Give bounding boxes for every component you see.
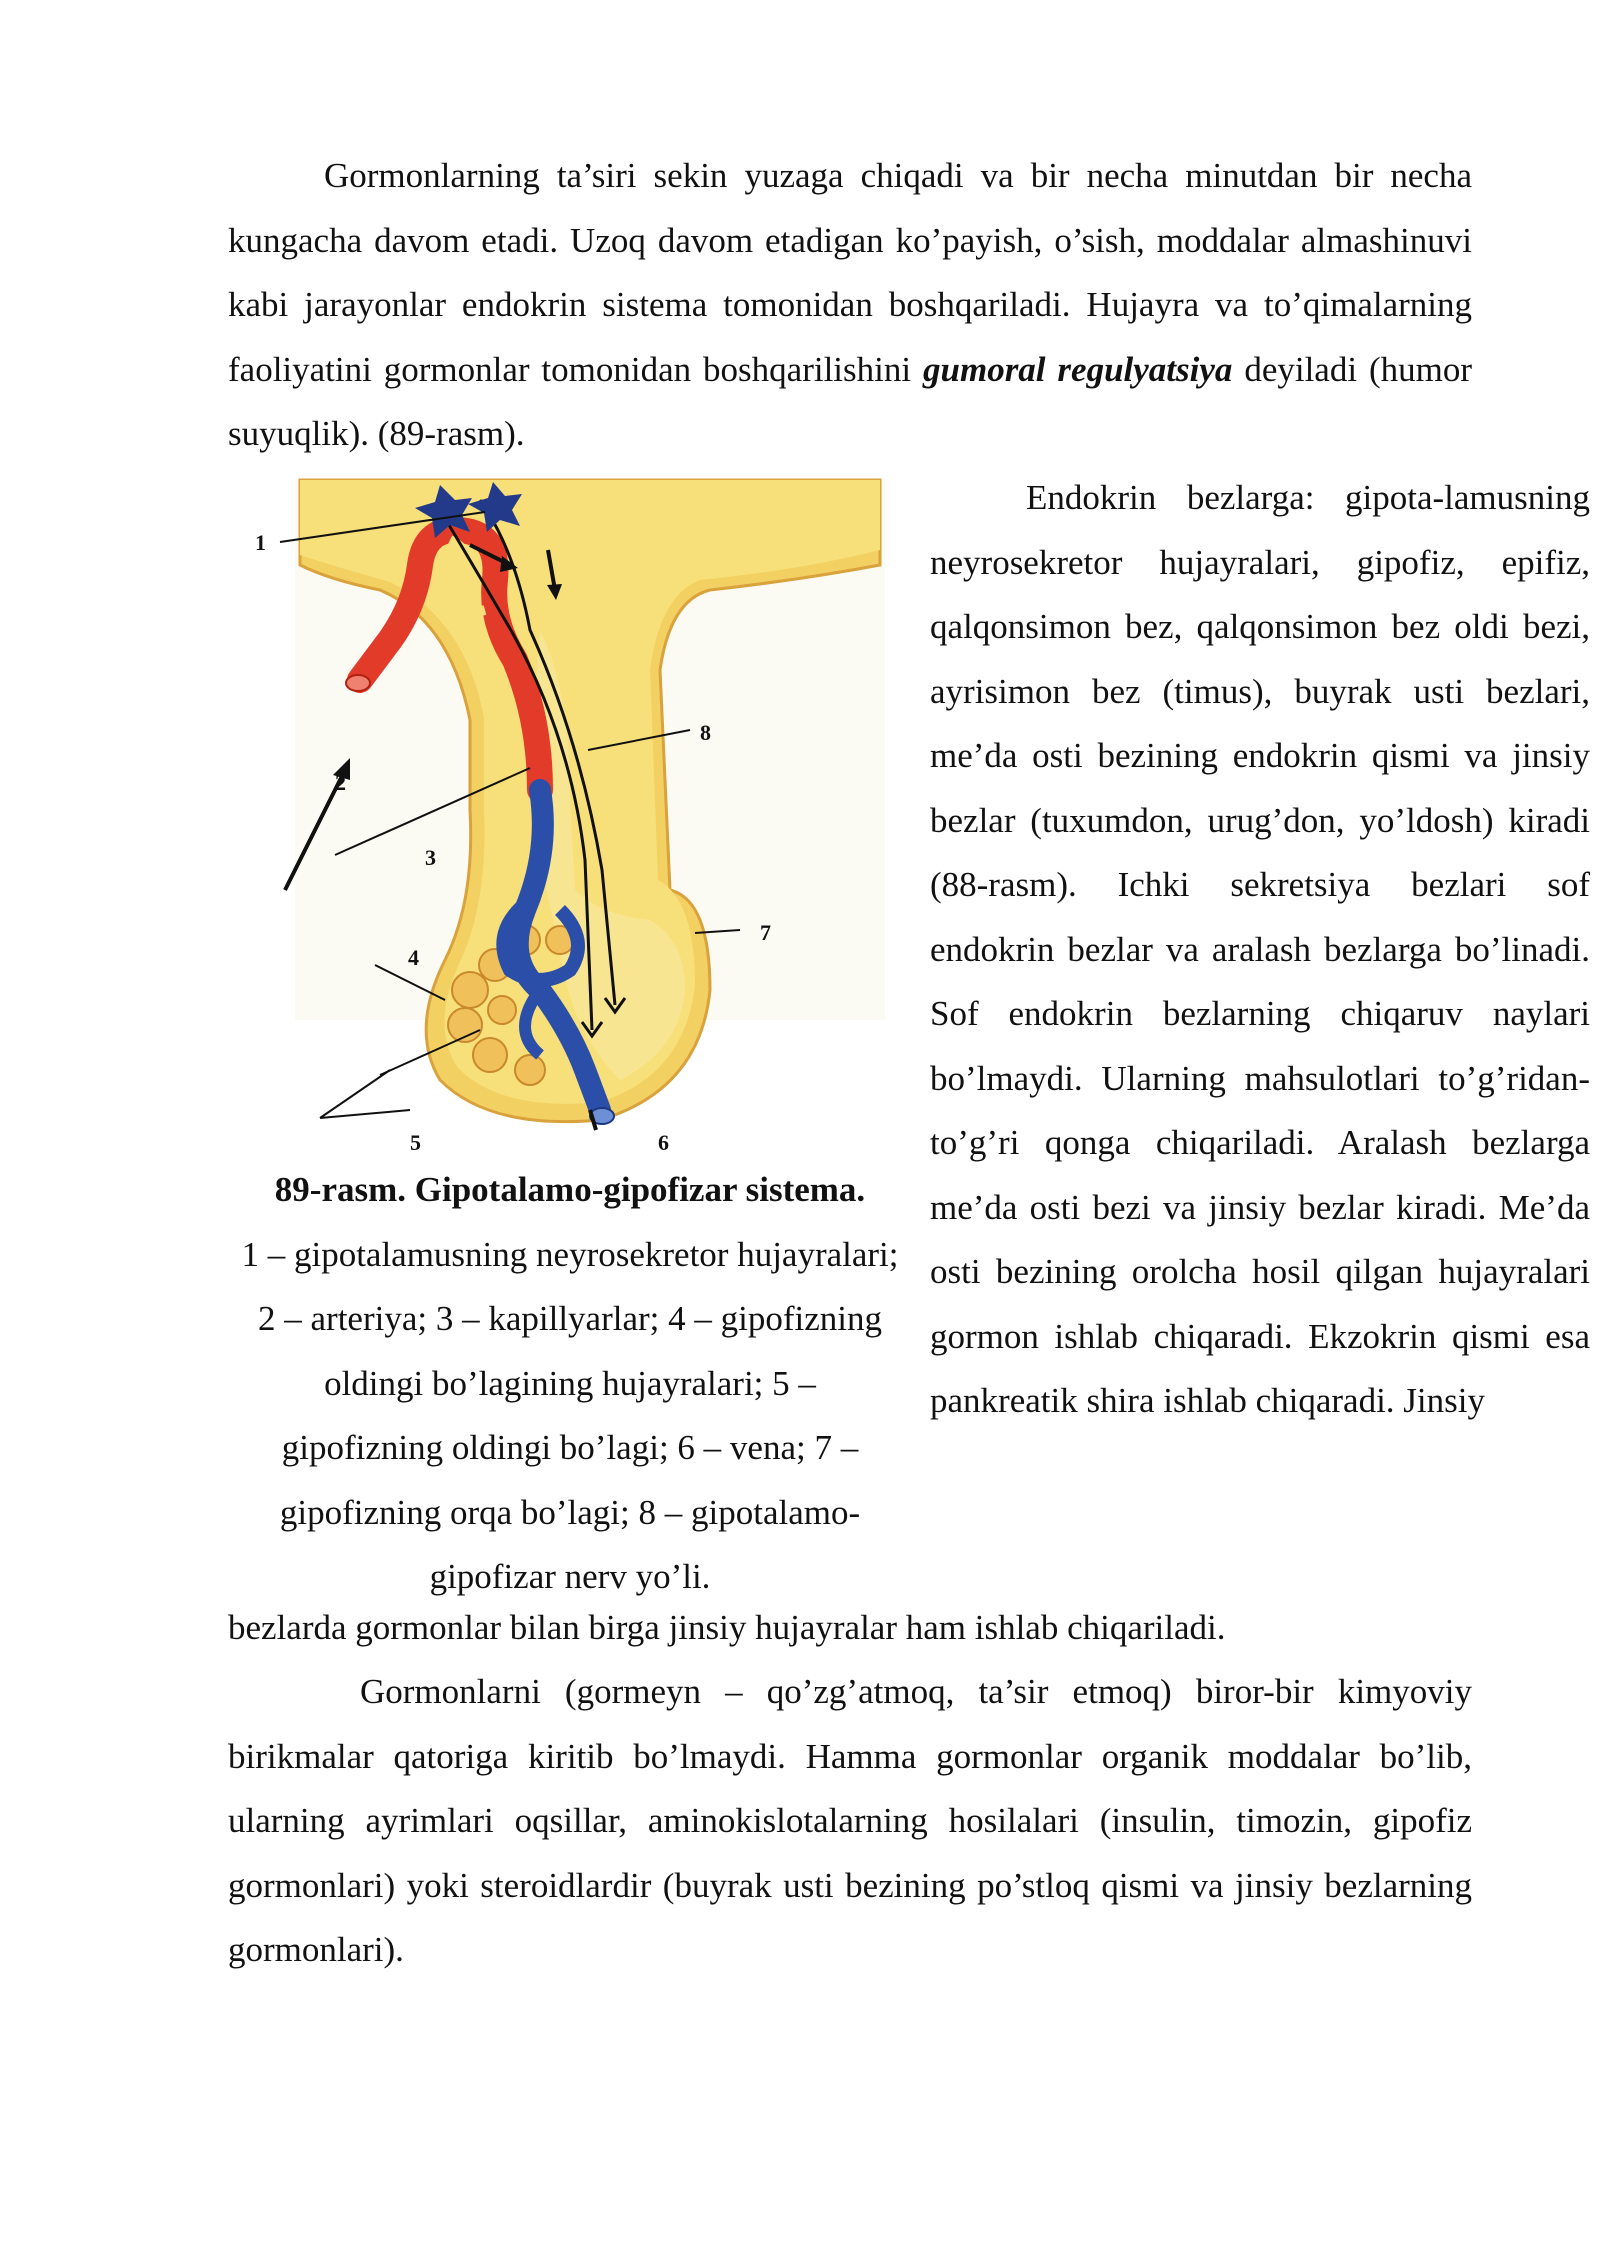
- label-4: 4: [408, 945, 419, 970]
- label-6: 6: [658, 1130, 669, 1155]
- paragraph-hormone-chemistry: Gormonlarni (gormeyn – qo’zg’atmoq, ta’sir etmoq) biror-bir kimyoviy birikmalar qatoriga kiritib bo’lmaydi. Hamma gormonlar organik moddalar bo’lib, ularning ayrimlari oqsillar, aminokislotalarning hosilalari (insulin, timozin, gipofiz gormonlari) yoki steroidlardir (buyrak usti bezining po’stloq qismi va jinsiy bezlarning gormonlari).: [228, 1672, 1472, 1969]
- paragraph-text: Gormonlarning ta’siri sekin yuzaga chiqadi va bir necha minutdan bir necha kungacha davom etadi. Uzoq davom etadigan ko’payish, o’sish, moddalar almashinuvi kabi jarayonlar endokrin sistema tomonidan boshqariladi. Hujayra va to’qimalarning faoliyatini gormonlar tomonidan boshqarilishini: [228, 156, 1472, 389]
- paragraph-text: Endokrin bezlarga: gipota-lamusning neyrosekretor hujayralari, gipofiz, epifiz, qalqonsimon bez, qalqonsimon bez oldi bezi, ayrisimon bez (timus), buyrak usti bezlari, me’da osti bezining endokrin qismi va jinsiy bezlar (tuxumdon, urug’don, yo’ldosh) kiradi (88-rasm). Ichki sekretsiya bezlari sof endokrin bezlar va aralash bezlarga bo’linadi. Sof endokrin bezlarning chiqaruv naylari bo’lmaydi. Ularning mahsulotlari to’g’ridan-to’g’ri qonga chiqariladi. Aralash bezlarga me’da osti bezi va jinsiy bezlar kiradi. Me’da osti bezining orolcha hosil qilgan hujayralari gormon ishlab chiqaradi. Ekzokrin qismi esa pankreatik shira ishlab chiqaradi. Jinsiy: [930, 478, 1590, 1420]
- paragraph-endocrine-glands: [930, 466, 1590, 1434]
- term-gumoral-regulyatsiya: gumoral regulyatsiya: [923, 349, 1233, 389]
- hypothalamo-hypophyseal-diagram: [240, 470, 890, 1170]
- paragraph-text: deyiladi (humor suyuqlik). (89-rasm).: [228, 349, 1472, 453]
- label-8: 8: [700, 720, 711, 745]
- label-1: 1: [255, 530, 266, 555]
- label-5: 5: [410, 1130, 421, 1155]
- paragraph-hormone-action: [228, 144, 1472, 467]
- figure-caption: [240, 1158, 900, 1610]
- label-2: 2: [335, 770, 346, 795]
- figure-caption-text: 1 – gipotalamusning neyrosekretor hujayralari; 2 – arteriya; 3 – kapillyarlar; 4 – gipofizning oldingi bo’lagining hujayralari; 5 – gipofizning oldingi bo’lagi; 6 – vena; 7 – gipofizning orqa bo’lagi; 8 – gipotalamo-gipofizar nerv yo’li.: [241, 1234, 899, 1596]
- paragraph-endocrine-glands-end: bezlarda gormonlar bilan birga jinsiy hujayralar ham ishlab chiqariladi.: [228, 1608, 1226, 1647]
- label-3: 3: [425, 845, 436, 870]
- label-7: 7: [760, 920, 771, 945]
- figure-caption-title: 89-rasm. Gipotalamo-gipofizar sistema.: [274, 1170, 866, 1209]
